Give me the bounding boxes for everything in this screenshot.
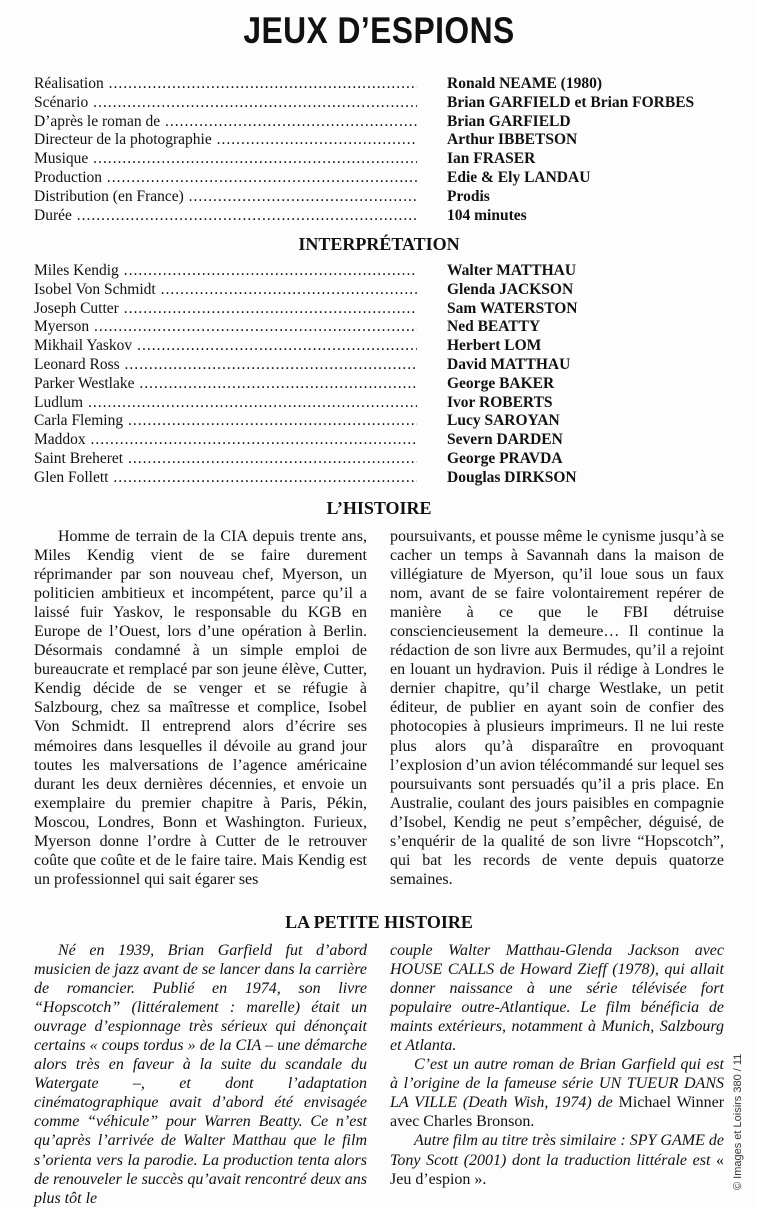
trivia-text: Michael Winner avec Charles Bronson. <box>390 1094 725 1131</box>
credit-value: Brian GARFIELD et Brian FORBES <box>447 93 695 111</box>
trivia-column-right <box>390 941 724 1189</box>
credit-value: 104 minutes <box>447 206 527 224</box>
cast-role: Maddox ..... <box>34 431 417 450</box>
credit-value: Ronald NEAME (1980) <box>447 75 603 92</box>
cast-actor: Sam WATERSTON <box>447 299 578 317</box>
cast-actor: George BAKER <box>447 374 555 392</box>
cast-actor: Ivor ROBERTS <box>447 393 553 411</box>
credit-row <box>34 207 724 226</box>
trivia-heading: LA PETITE HISTOIRE <box>285 912 473 932</box>
credit-label: Directeur de la photographie ..... <box>34 131 417 150</box>
cast-row <box>34 394 724 413</box>
story-heading: L’HISTOIRE <box>326 498 432 518</box>
credit-value: Brian GARFIELD <box>447 112 571 130</box>
cast-actor: David MATTHAU <box>447 355 571 373</box>
cast-row <box>34 375 724 394</box>
cast-actor: Glenda JACKSON <box>447 280 574 298</box>
cast-role: Miles Kendig ..... <box>34 262 417 281</box>
story-column-left <box>34 527 367 889</box>
cast-row <box>34 450 724 469</box>
cast-actor: Walter MATTHAU <box>447 262 577 279</box>
trivia-paragraph: couple Walter Matthau-Glenda Jackson avec HOUSE CALLS de Howard Zieff (1978), qui allait donner naissance à une série télévisée fort populaire outre-Atlantique. Le film bénéficia de maints extérieurs, notamment à Munich, Salzbourg et Atlanta. <box>390 942 724 1055</box>
credit-row <box>34 113 724 132</box>
credit-label: Musique ..... <box>34 150 417 169</box>
cast-list <box>34 262 724 488</box>
cast-actor: Lucy SAROYAN <box>447 412 560 430</box>
credit-row <box>34 131 724 150</box>
cast-role: Mikhail Yaskov ..... <box>34 337 417 356</box>
trivia-text: C’est un autre roman de Brian Garfield qui est à l’origine de la fameuse série UN TUEUR DANS LA VILLE (Death Wish, 1974) de <box>390 1056 724 1112</box>
trivia-paragraph <box>390 1055 724 1131</box>
cast-role: Leonard Ross ..... <box>34 356 417 375</box>
trivia-text: « Jeu d’espion ». <box>390 1151 724 1188</box>
credit-label: Production ..... <box>34 169 417 188</box>
cast-role: Myerson ..... <box>34 318 417 337</box>
credit-label: D’après le roman de ..... <box>34 113 417 132</box>
credit-row <box>34 169 724 188</box>
cast-row <box>34 431 724 450</box>
trivia-paragraph <box>390 1131 724 1188</box>
copyright-notice: © Images et Loisirs 380 / 11 <box>732 1053 744 1190</box>
cast-row <box>34 318 724 337</box>
credit-label: Durée ..... <box>34 207 417 226</box>
cast-actor: Herbert LOM <box>447 337 542 355</box>
cast-role: Ludlum ..... <box>34 394 417 413</box>
cast-row <box>34 412 724 431</box>
credit-label: Réalisation ..... <box>34 75 417 94</box>
cast-role: Glen Follett ..... <box>34 469 417 488</box>
credit-label: Distribution (en France) ..... <box>34 188 417 207</box>
credit-label: Scénario ..... <box>34 94 417 113</box>
trivia-column-left <box>34 941 367 1208</box>
cast-role: Joseph Cutter ..... <box>34 300 417 319</box>
credit-value: Edie & Ely LANDAU <box>447 168 591 186</box>
cast-role: Carla Fleming ..... <box>34 412 417 431</box>
cast-heading: INTERPRÉTATION <box>298 234 460 254</box>
cast-row <box>34 469 724 488</box>
cast-role: Saint Breheret ..... <box>34 450 417 469</box>
cast-actor: Severn DARDEN <box>447 431 563 449</box>
page-title: JEUX D’ESPIONS <box>243 10 515 51</box>
credit-value: Prodis <box>447 187 490 205</box>
cast-row <box>34 300 724 319</box>
cast-actor: George PRAVDA <box>447 449 563 467</box>
cast-row <box>34 337 724 356</box>
cast-role: Parker Westlake ..... <box>34 375 417 394</box>
story-paragraph: poursuivants, et pousse même le cynisme jusqu’à se cacher un temps à Savannah dans la maison de villégiature de Myerson, qu’il loue sous un faux nom, avant de se faire volontairement repérer de manière à ce que le FBI détruise consciencieusement la demeure… Il continue la rédaction de son livre aux Bermudes, qu’il a rejoint en louant un hydravion. Puis il rédige à Londres le dernier chapitre, qu’il charge Westlake, un petit éditeur, de publier en ayant soin de confier des photocopies à plusieurs imprimeurs. Il ne lui reste plus alors qu’à disparaître en provoquant l’explosion d’un avion télécommandé sur lequel ses poursuivants sont persuadés qu’il a pris place. En Australie, coulant des jours paisibles en compagnie d’Isobel, Kendig ne peut s’empêcher, déguisé, de s’enquérir de la qualité de son livre “Hopscotch”, qui bat les records de vente depuis quatorze semaines. <box>390 528 724 888</box>
credit-row <box>34 94 724 113</box>
trivia-text: Autre film au titre très similaire : SPY GAME de Tony Scott (2001) dont la traduction littérale est <box>390 1132 724 1169</box>
credit-value: Arthur IBBETSON <box>447 131 578 149</box>
cast-role: Isobel Von Schmidt ..... <box>34 281 417 300</box>
credit-value: Ian FRASER <box>447 150 536 168</box>
cast-row <box>34 262 724 281</box>
credit-row <box>34 75 724 94</box>
story-column-right <box>390 527 724 889</box>
cast-actor: Ned BEATTY <box>447 318 541 336</box>
credit-row <box>34 150 724 169</box>
cast-row <box>34 356 724 375</box>
story-paragraph: Homme de terrain de la CIA depuis trente ans, Miles Kendig vient de se faire durement réprimander par son nouveau chef, Myerson, un politicien ambitieux et incompétent, parce qu’il a laissé fuir Yaskov, le responsable du KGB en Europe de l’Ouest, lors d’une opération à Berlin. Désormais condamné à un simple emploi de bureaucrate et remplacé par son jeune élève, Cutter, Kendig décide de se venger et se réfugie à Salzbourg, chez sa maîtresse et complice, Isobel Von Schmidt. Il entreprend alors d’écrire ses mémoires dans lesquelles il dévoile au grand jour toutes les malversations de l’agence américaine durant les deux dernières décennies, et envoie un exemplaire du premier chapitre à Paris, Pékin, Moscou, Londres, Bonn et Washington. Furieux, Myerson donne l’ordre à Cutter de le retrouver coûte que coûte et de le faire taire. Mais Kendig est un professionnel qui sait égarer ses <box>34 528 367 888</box>
cast-row <box>34 281 724 300</box>
credits-list <box>34 75 724 225</box>
credit-row <box>34 188 724 207</box>
trivia-paragraph: Né en 1939, Brian Garfield fut d’abord musicien de jazz avant de se lancer dans la carrière de romancier. Publié en 1974, son livre “Hopscotch” (littéralement : marelle) était un ouvrage d’espionnage très sérieux qui dénonçait certains « coups tordus » de la CIA – une démarche alors très en faveur à la suite du scandale du Watergate –, et dont l’adaptation cinématographique avait d’abord été envisagée comme “véhicule” pour Warren Beatty. Ce n’est qu’après l’arrivée de Walter Matthau que le film s’orienta vers la parodie. La production tenta alors de renouveler le succès qu’avait rencontré deux ans plus tôt le <box>34 942 367 1207</box>
cast-actor: Douglas DIRKSON <box>447 468 577 486</box>
